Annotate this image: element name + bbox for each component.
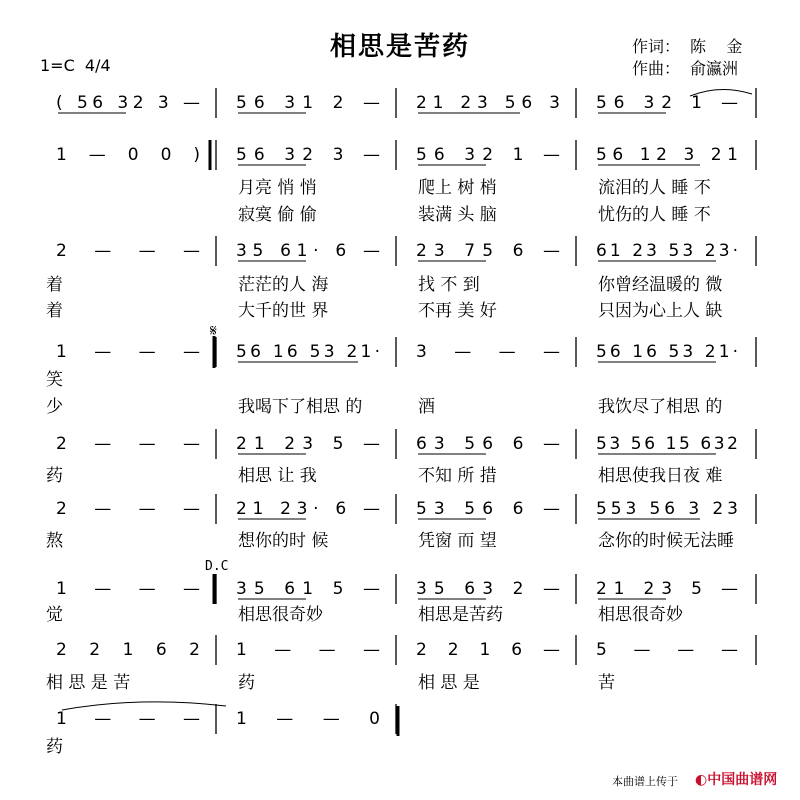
lyric-text: 茫茫的人 海 [238,275,329,295]
lyric-text: 凭窗 而 望 [418,531,497,551]
lyric-text: 相思很奇妙 [238,605,323,625]
notation-measure: 35 61· 6 — [236,241,380,261]
notation-measure: 21 23 5 — [236,434,380,454]
lyric-text: 爬上 树 梢 [418,178,497,198]
lyric-text: 流泪的人 睡 不 [598,178,711,198]
lyric-text: 我喝下了相思 的 [238,397,363,417]
lyric-text: 相 思 是 [418,673,480,693]
notation-measure: 1 — — — [56,342,200,362]
song-title: 相思是苦药 [329,32,470,62]
lyric-text: 不再 美 好 [418,301,497,321]
composer-label: 作曲： [632,59,681,78]
lyric-text: 相思是苦药 [418,605,503,625]
lyric-text: 药 [46,466,63,486]
lyric-text: 少 [46,397,63,417]
notation-measure: 2 — — — [56,434,200,454]
notation-measure: 1 — — — [236,640,380,660]
dc-mark: D.C [205,559,229,574]
notation-measure: 56 32 1 — [596,93,738,113]
lyric-text: 着 [46,301,63,321]
logo-text: 中国曲谱网 [707,772,778,788]
notation-measure: 21 23· 6 — [236,499,380,519]
notation-measure: 21 23 5 — [596,579,738,599]
notation-measure: 53 56 6 — [416,499,560,519]
upload-note: 本曲谱上传于 [612,775,678,788]
notation-measure: 2 2 1 6 — [416,640,560,660]
lyric-text: 你曾经温暖的 微 [598,275,723,295]
lyric-text: 相 思 是 苦 [46,673,131,693]
notation-measure: 35 61 5 — [236,579,380,599]
notation-measure: 35 63 2 — [416,579,560,599]
lyric-text: 觉 [46,605,63,625]
notation-measure: 1 — — — [56,709,200,729]
notation-measure: 53 56 15 632 [596,434,738,454]
key-signature: 1=C 4/4 [40,56,111,75]
lyric-text: 不知 所 措 [418,466,497,486]
logo-icon: ◐ [695,772,708,788]
notation-measure: 56 31 2 — [236,93,380,113]
lyric-text: 只因为心上人 缺 [598,301,723,321]
lyric-text: 想你的时 候 [238,531,329,551]
lyric-text: 寂寞 偷 偷 [238,205,317,225]
lyric-text: 熬 [46,531,63,551]
site-logo[interactable] [695,769,787,789]
lyric-text: 装满 头 脑 [418,205,497,225]
lyric-text: 相思很奇妙 [598,605,683,625]
lyric-text: 着 [46,275,63,295]
notation-measure: 56 12 3 21 [596,145,738,165]
notation-measure: 2 2 1 6 2 [56,640,200,660]
lyric-text: 忧伤的人 睡 不 [598,205,711,225]
lyric-text: 相思使我日夜 难 [598,466,723,486]
notation-measure: 23 75 6 — [416,241,560,261]
lyric-text: 药 [46,737,63,757]
notation-measure: 1 — — — [56,579,200,599]
notation-measure: 61 23 53 23· [596,241,738,261]
lyricist-label: 作词： [632,37,681,56]
segno-mark: 𝄋 [210,321,217,340]
notation-measure: 3 — — — [416,342,560,362]
notation-measure: 21 23 56 3 [416,93,560,113]
notation-measure: 5 — — — [596,640,738,660]
notation-measure: 2 — — — [56,499,200,519]
notation-measure: 56 32 3 — [236,145,380,165]
lyric-text: 念你的时候无法睡 [598,531,734,551]
notation-measure: 1 — — 0 [236,709,380,729]
lyric-text: 药 [238,673,255,693]
lyric-text: 苦 [598,673,615,693]
notation-measure: 56 16 53 21· [236,342,380,362]
lyric-text: 找 不 到 [418,275,480,295]
notation-measure: 1 — 0 0 ) [56,145,200,165]
notation-measure: 553 56 3 23 [596,499,738,519]
composer-name: 俞瀛洲 [690,59,739,78]
lyric-text: 笑 [46,370,63,390]
lyric-text: 相思 让 我 [238,466,317,486]
notation-measure: 56 16 53 21· [596,342,738,362]
notation-measure: 56 32 1 — [416,145,560,165]
lyric-text: 月亮 悄 悄 [238,178,317,198]
lyricist-name: 陈 金 [690,37,743,56]
notation-measure: ( 56 32 3 — [56,93,200,113]
lyric-text: 我饮尽了相思 的 [598,397,723,417]
lyric-text: 酒 [418,397,435,417]
notation-measure: 2 — — — [56,241,200,261]
notation-measure: 63 56 6 — [416,434,560,454]
lyric-text: 大千的世 界 [238,301,329,321]
